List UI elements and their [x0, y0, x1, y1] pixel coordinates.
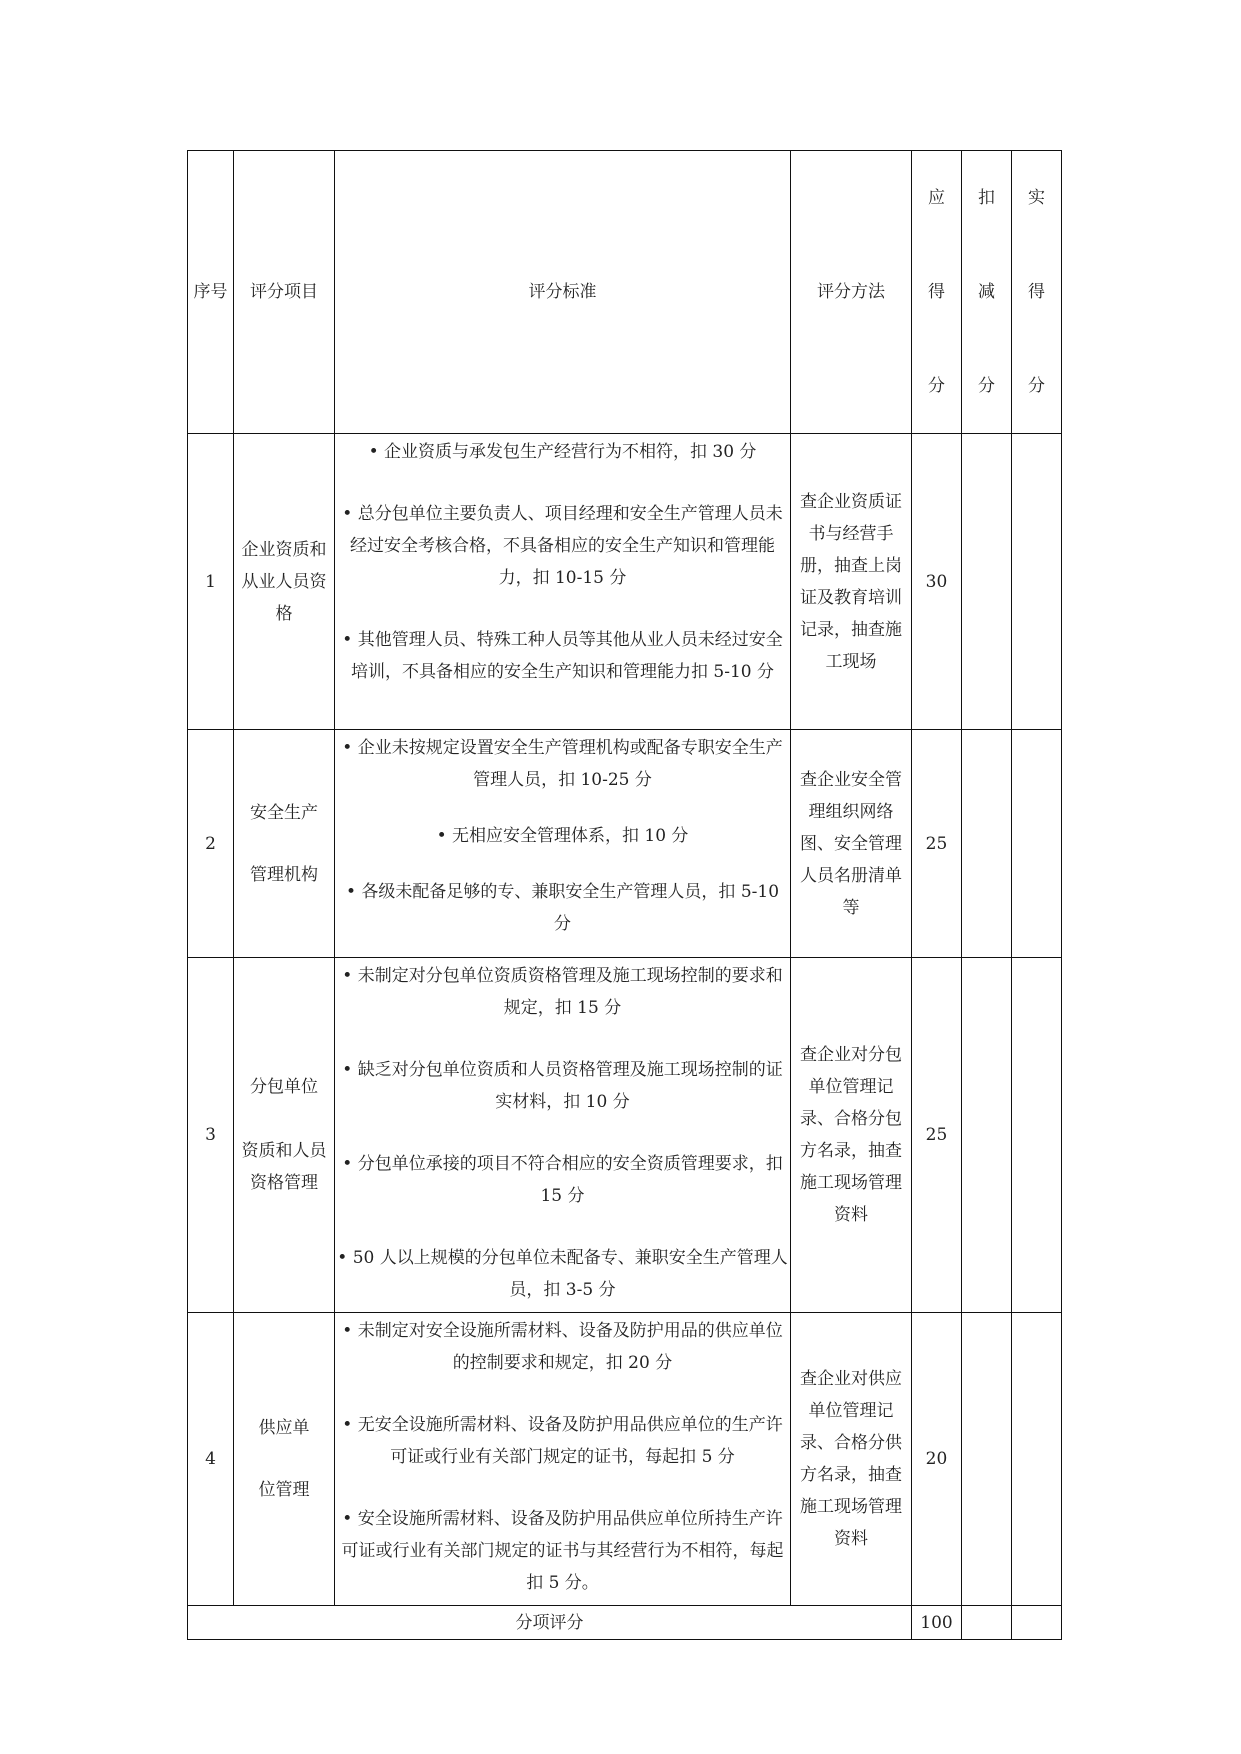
table-row: [188, 730, 1062, 958]
row-item: 企业资质和从业人员资格: [234, 434, 335, 730]
header-item: 评分项目: [234, 151, 335, 434]
header-seq: 序号: [188, 151, 234, 434]
row-deduct-cell: [962, 958, 1012, 1313]
criteria-line: • 未制定对分包单位资质资格管理及施工现场控制的要求和规定，扣 15 分: [342, 966, 783, 1018]
row-item: 供应单 位管理: [234, 1313, 335, 1606]
table-row: [188, 958, 1062, 1313]
total-label: 分项评分: [188, 1606, 912, 1640]
total-row: [188, 1606, 1062, 1640]
row-seq: 2: [188, 730, 234, 958]
total-deduct-cell: [962, 1606, 1012, 1640]
row-criteria: [335, 730, 791, 958]
criteria-line: • 安全设施所需材料、设备及防护用品供应单位所持生产许可证或行业有关部门规定的证书与其经营行为不相符，每起扣 5 分。: [341, 1509, 784, 1593]
row-criteria: [335, 434, 791, 730]
header-deduct-score: 扣 减 分: [962, 151, 1012, 434]
row-method: 查企业安全管理组织网络图、安全管理人员名册清单等: [791, 730, 912, 958]
row-method: 查企业资质证书与经营手册，抽查上岗证及教育培训记录，抽查施工现场: [791, 434, 912, 730]
criteria-line: • 企业资质与承发包生产经营行为不相符，扣 30 分: [368, 442, 757, 462]
criteria-line: • 缺乏对分包单位资质和人员资格管理及施工现场控制的证实材料，扣 10 分: [342, 1060, 783, 1112]
row-item: 分包单位 资质和人员资格管理: [234, 958, 335, 1313]
header-row: [188, 151, 1062, 434]
header-criteria: 评分标准: [335, 151, 791, 434]
row-actual-cell: [1012, 1313, 1062, 1606]
row-seq: 4: [188, 1313, 234, 1606]
criteria-line: • 总分包单位主要负责人、项目经理和安全生产管理人员未经过安全考核合格，不具备相应的安全生产知识和管理能力，扣 10-15 分: [342, 504, 783, 588]
row-actual-cell: [1012, 958, 1062, 1313]
criteria-line: • 无安全设施所需材料、设备及防护用品供应单位的生产许可证或行业有关部门规定的证书，每起扣 5 分: [342, 1415, 783, 1467]
row-item: 安全生产 管理机构: [234, 730, 335, 958]
criteria-line: • 各级未配备足够的专、兼职安全生产管理人员，扣 5-10 分: [345, 882, 780, 934]
row-points: 25: [912, 958, 962, 1313]
row-points: 30: [912, 434, 962, 730]
row-deduct-cell: [962, 434, 1012, 730]
header-actual-score: 实 得 分: [1012, 151, 1062, 434]
header-should-score: 应 得 分: [912, 151, 962, 434]
criteria-line: • 未制定对安全设施所需材料、设备及防护用品的供应单位的控制要求和规定，扣 20 分: [342, 1321, 783, 1373]
criteria-line: • 50 人以上规模的分包单位未配备专、兼职安全生产管理人员，扣 3-5 分: [337, 1248, 788, 1300]
row-method: 查企业对供应单位管理记录、合格分供方名录，抽查施工现场管理资料: [791, 1313, 912, 1606]
criteria-line: • 其他管理人员、特殊工种人员等其他从业人员未经过安全培训，不具备相应的安全生产知识和管理能力扣 5-10 分: [342, 630, 783, 682]
criteria-line: • 分包单位承接的项目不符合相应的安全资质管理要求，扣 15 分: [342, 1154, 783, 1206]
header-method: 评分方法: [791, 151, 912, 434]
row-points: 25: [912, 730, 962, 958]
total-points: 100: [912, 1606, 962, 1640]
row-seq: 3: [188, 958, 234, 1313]
scoring-table: [187, 150, 1062, 1640]
table-row: [188, 1313, 1062, 1606]
row-criteria: [335, 1313, 791, 1606]
row-actual-cell: [1012, 434, 1062, 730]
criteria-line: • 无相应安全管理体系，扣 10 分: [436, 826, 689, 846]
row-criteria: [335, 958, 791, 1313]
total-actual-cell: [1012, 1606, 1062, 1640]
criteria-line: • 企业未按规定设置安全生产管理机构或配备专职安全生产管理人员，扣 10-25 分: [342, 738, 783, 790]
table-row: [188, 434, 1062, 730]
row-deduct-cell: [962, 1313, 1012, 1606]
row-points: 20: [912, 1313, 962, 1606]
row-seq: 1: [188, 434, 234, 730]
row-method: 查企业对分包单位管理记录、合格分包方名录，抽查施工现场管理资料: [791, 958, 912, 1313]
row-actual-cell: [1012, 730, 1062, 958]
row-deduct-cell: [962, 730, 1012, 958]
